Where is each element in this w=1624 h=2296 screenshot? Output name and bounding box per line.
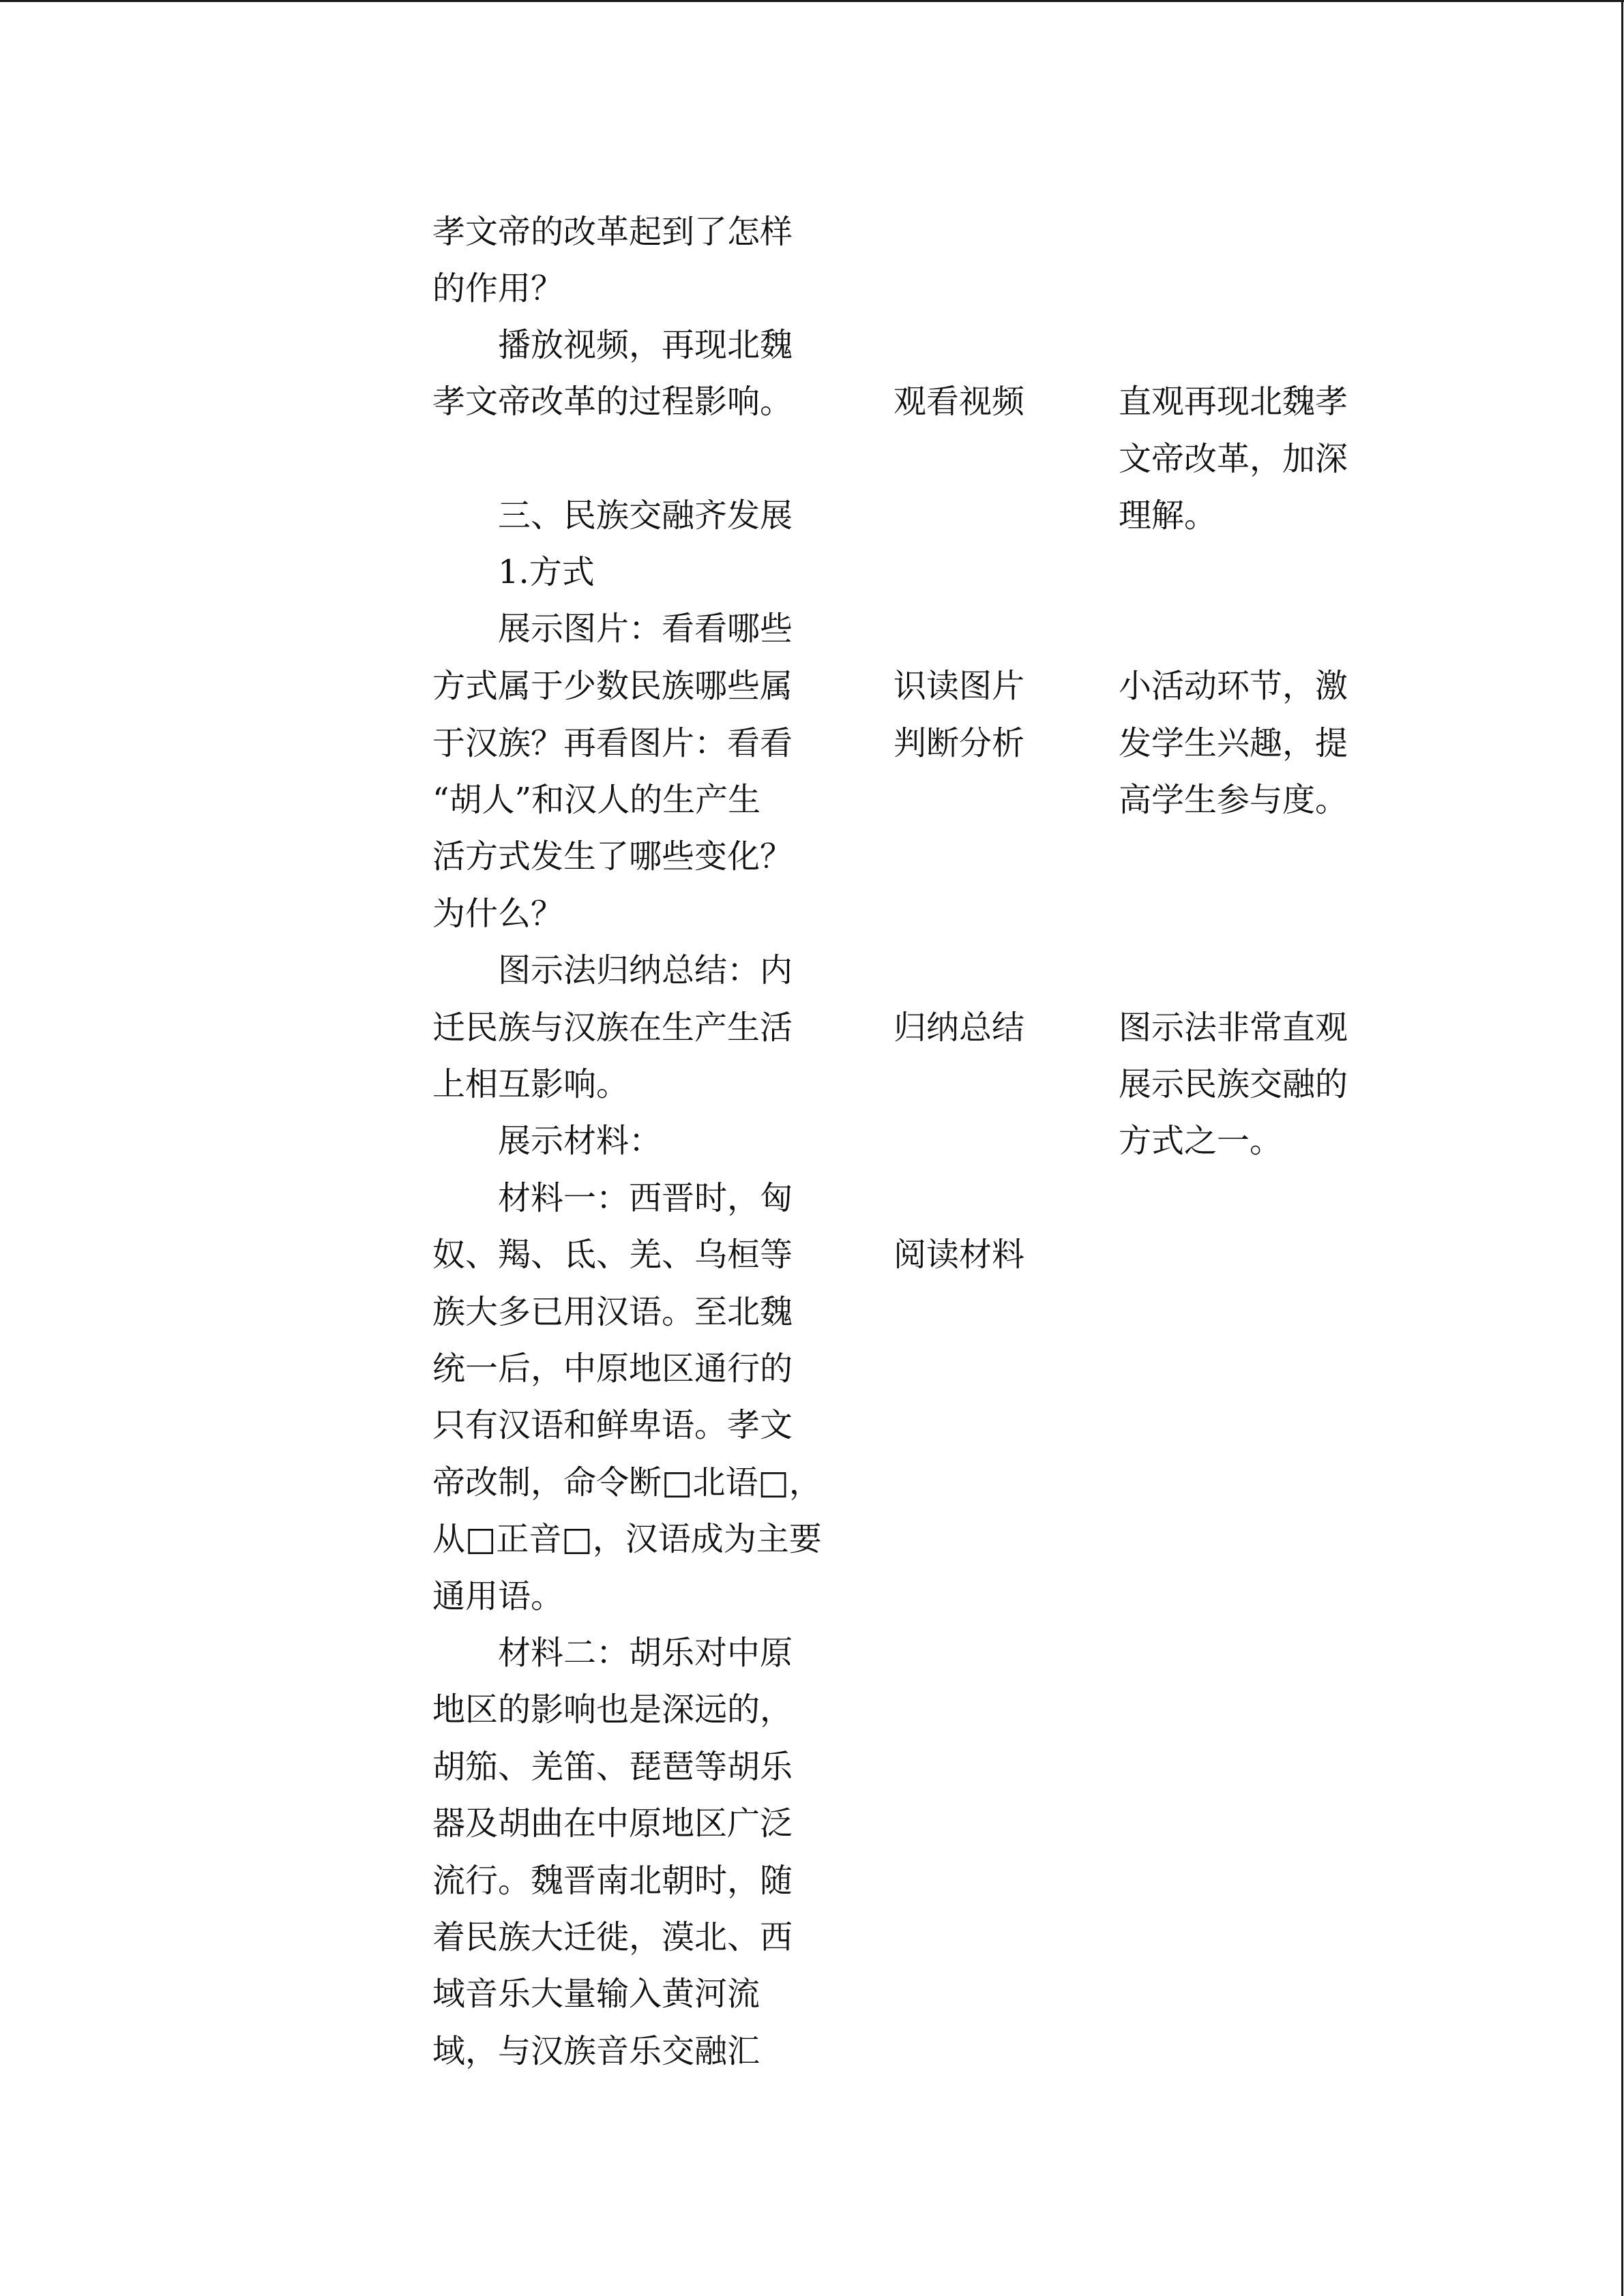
page-right-border [1621, 0, 1623, 2296]
text-line: 上相互影响。 [432, 1065, 630, 1103]
text-line: 族大多已用汉语。至北魏 [432, 1293, 793, 1331]
text-line: 展示材料： [498, 1122, 662, 1160]
student-activity-item: 观看视频 [894, 383, 1025, 421]
text-line: 胡笳、羌笛、琵琶等胡乐 [432, 1748, 793, 1786]
text-line: 方式属于少数民族哪些属 [432, 667, 793, 705]
text-line: 材料二：胡乐对中原 [498, 1634, 793, 1672]
student-activity-item: 阅读材料 [894, 1236, 1025, 1274]
design-intent-line: 方式之一。 [1119, 1122, 1283, 1160]
design-intent-line: 直观再现北魏孝 [1119, 383, 1348, 421]
text-line: 为什么？ [432, 895, 564, 933]
text-line: 只有汉语和鲜卑语。孝文 [432, 1406, 793, 1444]
text-line: 帝改制，命令断□北语□， [432, 1463, 822, 1502]
design-intent-line: 图示法非常直观 [1119, 1009, 1348, 1047]
text-line: 材料一：西晋时，匈 [498, 1179, 793, 1217]
text-line: 域，与汉族音乐交融汇 [432, 2032, 761, 2070]
text-line: 活方式发生了哪些变化？ [432, 837, 793, 876]
text-line: 孝文帝的改革起到了怎样 [432, 213, 793, 251]
text-line: 展示图片：看看哪些 [498, 610, 793, 648]
text-line: 奴、羯、氐、羌、乌桓等 [432, 1236, 793, 1274]
text-line: 迁民族与汉族在生产生活 [432, 1009, 793, 1047]
text-line: 孝文帝改革的过程影响。 [432, 383, 793, 421]
text-line: 的作用？ [432, 269, 564, 308]
design-intent-line: 发学生兴趣，提 [1119, 724, 1348, 762]
text-line: 图示法归纳总结：内 [498, 951, 793, 989]
design-intent-line: 小活动环节，激 [1119, 667, 1348, 705]
subsection-heading: 1.方式 [498, 553, 595, 591]
text-line: 着民族大迁徙，漠北、西 [432, 1918, 793, 1956]
design-intent-line: 理解。 [1119, 496, 1217, 535]
student-activity-item: 归纳总结 [894, 1009, 1025, 1047]
text-line: 通用语。 [432, 1577, 564, 1615]
text-line: 地区的影响也是深远的， [432, 1690, 793, 1729]
text-line: 播放视频，再现北魏 [498, 326, 793, 364]
text-line: 器及胡曲在中原地区广泛 [432, 1804, 793, 1843]
page-top-border [0, 0, 1624, 2]
text-line: 从□正音□，汉语成为主要 [432, 1520, 822, 1558]
section-heading: 三、民族交融齐发展 [498, 496, 793, 535]
student-activity-item: 识读图片 [894, 667, 1025, 705]
text-line: 流行。魏晋南北朝时，随 [432, 1862, 793, 1900]
text-line: 于汉族？再看图片：看看 [432, 724, 793, 762]
design-intent-line: 高学生参与度。 [1119, 781, 1348, 819]
design-intent-line: 文帝改革，加深 [1119, 440, 1348, 478]
design-intent-line: 展示民族交融的 [1119, 1065, 1348, 1103]
text-line: 域音乐大量输入黄河流 [432, 1975, 761, 2013]
text-line: “胡人”和汉人的生产生 [432, 781, 761, 819]
text-line: 统一后，中原地区通行的 [432, 1350, 793, 1388]
student-activity-item: 判断分析 [894, 724, 1025, 762]
